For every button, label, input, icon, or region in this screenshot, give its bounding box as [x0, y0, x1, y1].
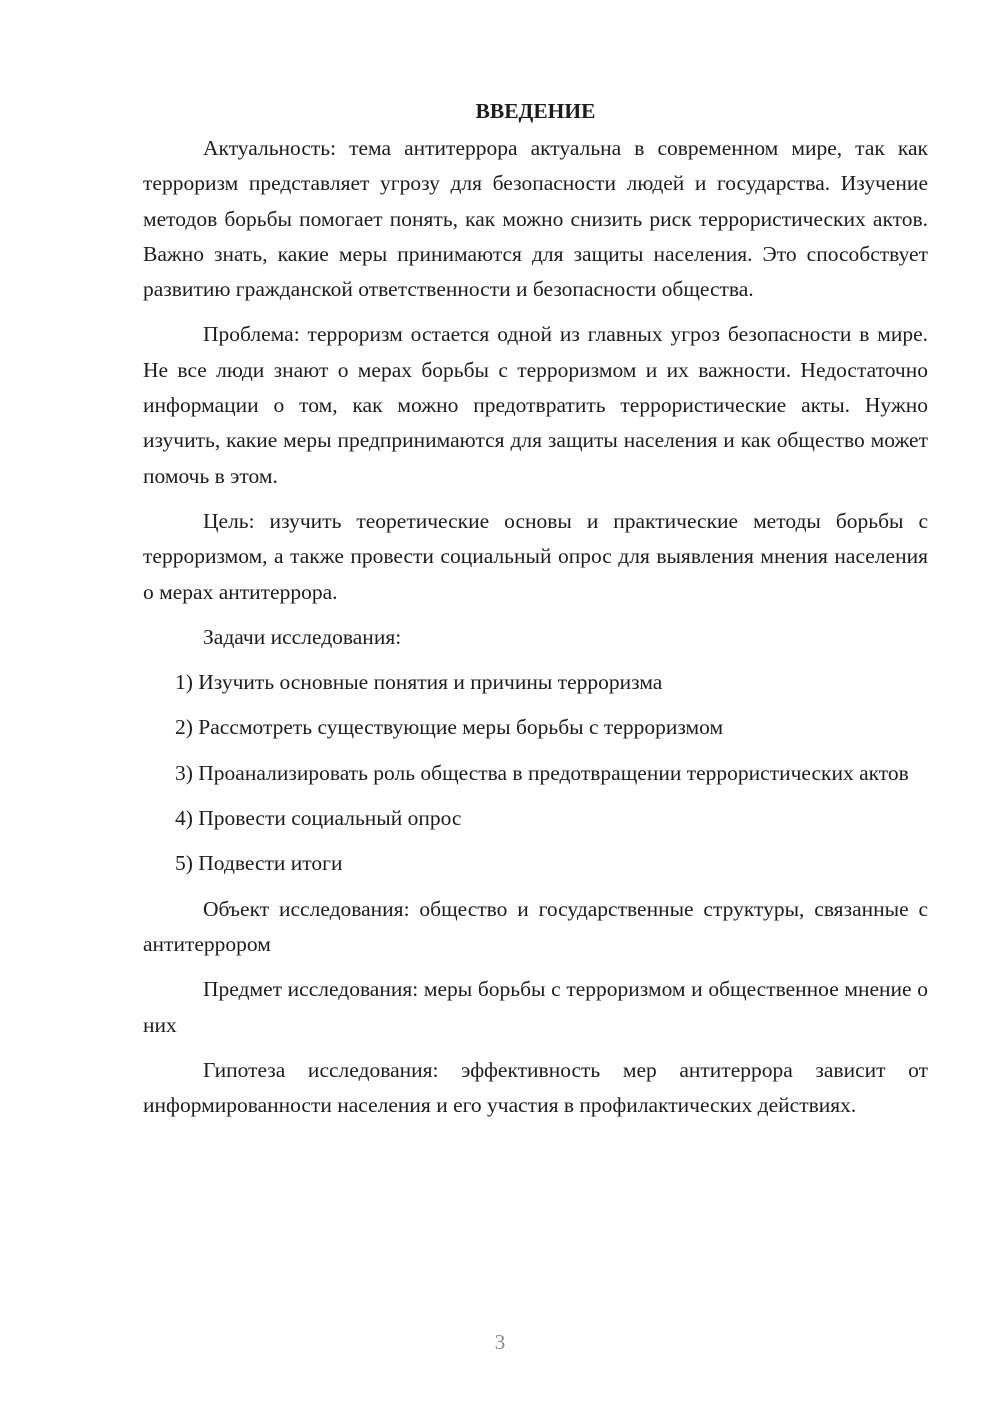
object-paragraph: Объект исследования: общество и государственные структуры, связанные с антитеррором [143, 896, 928, 956]
subject-paragraph: Предмет исследования: меры борьбы с терроризмом и общественное мнение о них [143, 977, 928, 1037]
page-number: 3 [494, 1330, 506, 1354]
relevance-paragraph: Актуальность: тема антитеррора актуальна в современном мире, так как терроризм представляет угрозу для безопасности людей и государства. Изучение методов борьбы помогает понять, как можно снизить риск террористических актов. Важно знать, какие меры принимаются для защиты населения. Это способствует развитию гражданской ответственности и безопасности общества. [143, 136, 928, 302]
task-item-4: 4) Провести социальный опрос [175, 806, 462, 831]
hypothesis-paragraph: Гипотеза исследования: эффективность мер антитеррора зависит от информированности населения и его участия в профилактических действиях. [143, 1057, 928, 1118]
problem-paragraph: Проблема: терроризм остается одной из главных угроз безопасности в мире. Не все люди знают о мерах борьбы с терроризмом и их важности. Недостаточно информации о том, как можно предотвратить террористические акты. Нужно изучить, какие меры предпринимаются для защиты населения и как общество может помочь в этом. [143, 322, 928, 488]
task-item-5: 5) Подвести итоги [175, 851, 343, 876]
goal-paragraph: Цель: изучить теоретические основы и практические методы борьбы с терроризмом, а также провести социальный опрос для выявления мнения населения о мерах антитеррора. [143, 508, 928, 604]
task-item-1: 1) Изучить основные понятия и причины терроризма [175, 670, 663, 695]
task-item-3: 3) Проанализировать роль общества в предотвращении террористических актов [175, 760, 909, 785]
section-title: ВВЕДЕНИЕ [475, 99, 596, 123]
task-item-2: 2) Рассмотреть существующие меры борьбы с терроризмом [175, 715, 724, 740]
document-page [143, 94, 928, 1133]
tasks-heading: Задачи исследования: [203, 624, 402, 649]
